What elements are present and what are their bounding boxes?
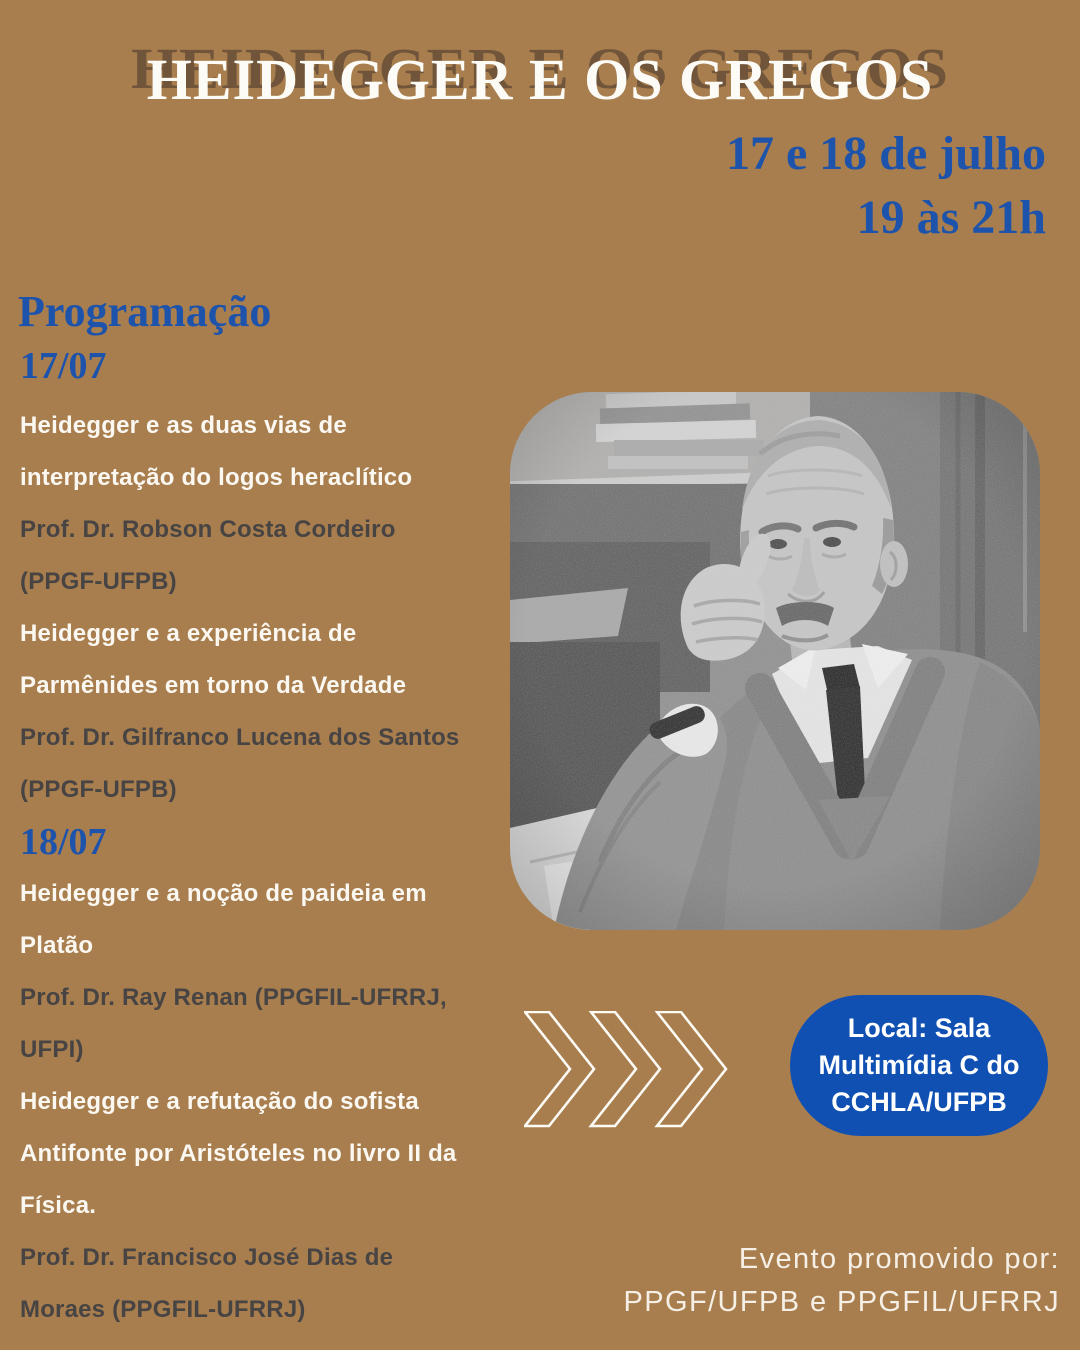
location-line: CCHLA/UFPB — [831, 1087, 1007, 1117]
program-line: Prof. Dr. Robson Costa Cordeiro — [20, 516, 396, 543]
event-date-days: 17 e 18 de julho — [725, 127, 1046, 180]
program-line: interpretação do logos heraclítico — [20, 464, 413, 491]
event-dates — [726, 122, 1046, 250]
location-line: Local: Sala — [847, 1013, 991, 1043]
program-line: Moraes (PPGFIL-UFRRJ) — [20, 1296, 306, 1323]
program-line: Heidegger e a noção de paideia em — [20, 880, 427, 907]
location-badge — [790, 995, 1048, 1136]
program-line: Heidegger e a experiência de — [20, 620, 357, 647]
program-line: Platão — [20, 932, 94, 959]
program-line: Parmênides em torno da Verdade — [20, 672, 407, 699]
event-date-hours: 19 às 21h — [856, 191, 1046, 244]
program-line: Heidegger e a refutação do sofista — [20, 1088, 419, 1115]
program-day-label: 18/07 — [20, 821, 107, 863]
program-heading: Programação — [18, 287, 272, 336]
program-line: (PPGF-UFPB) — [20, 568, 177, 595]
promoters-note-line: PPGF/UFPB e PPGFIL/UFRRJ — [623, 1286, 1060, 1318]
program-line: UFPI) — [20, 1036, 84, 1063]
promoters-note — [624, 1238, 1060, 1324]
program-line: Prof. Dr. Francisco José Dias de — [20, 1244, 394, 1271]
program-line: Física. — [20, 1192, 97, 1219]
program-line: Prof. Dr. Gilfranco Lucena dos Santos — [20, 724, 460, 751]
program-line: (PPGF-UFPB) — [20, 776, 177, 803]
location-line: Multimídia C do — [818, 1050, 1020, 1080]
promoters-note-line: Evento promovido por: — [738, 1243, 1060, 1275]
program-list — [20, 400, 565, 1336]
program-line: Antifonte por Aristóteles no livro II da — [20, 1140, 457, 1167]
program-line: Heidegger e as duas vias de — [20, 412, 347, 439]
poster-title-text: HEIDEGGER E OS GREGOS — [146, 47, 934, 112]
heidegger-photo — [510, 392, 1040, 930]
chevron-right-icon — [524, 1011, 730, 1129]
program-day-label: 17/07 — [20, 345, 107, 387]
program-line: Prof. Dr. Ray Renan (PPGFIL-UFRRJ, — [20, 984, 447, 1011]
